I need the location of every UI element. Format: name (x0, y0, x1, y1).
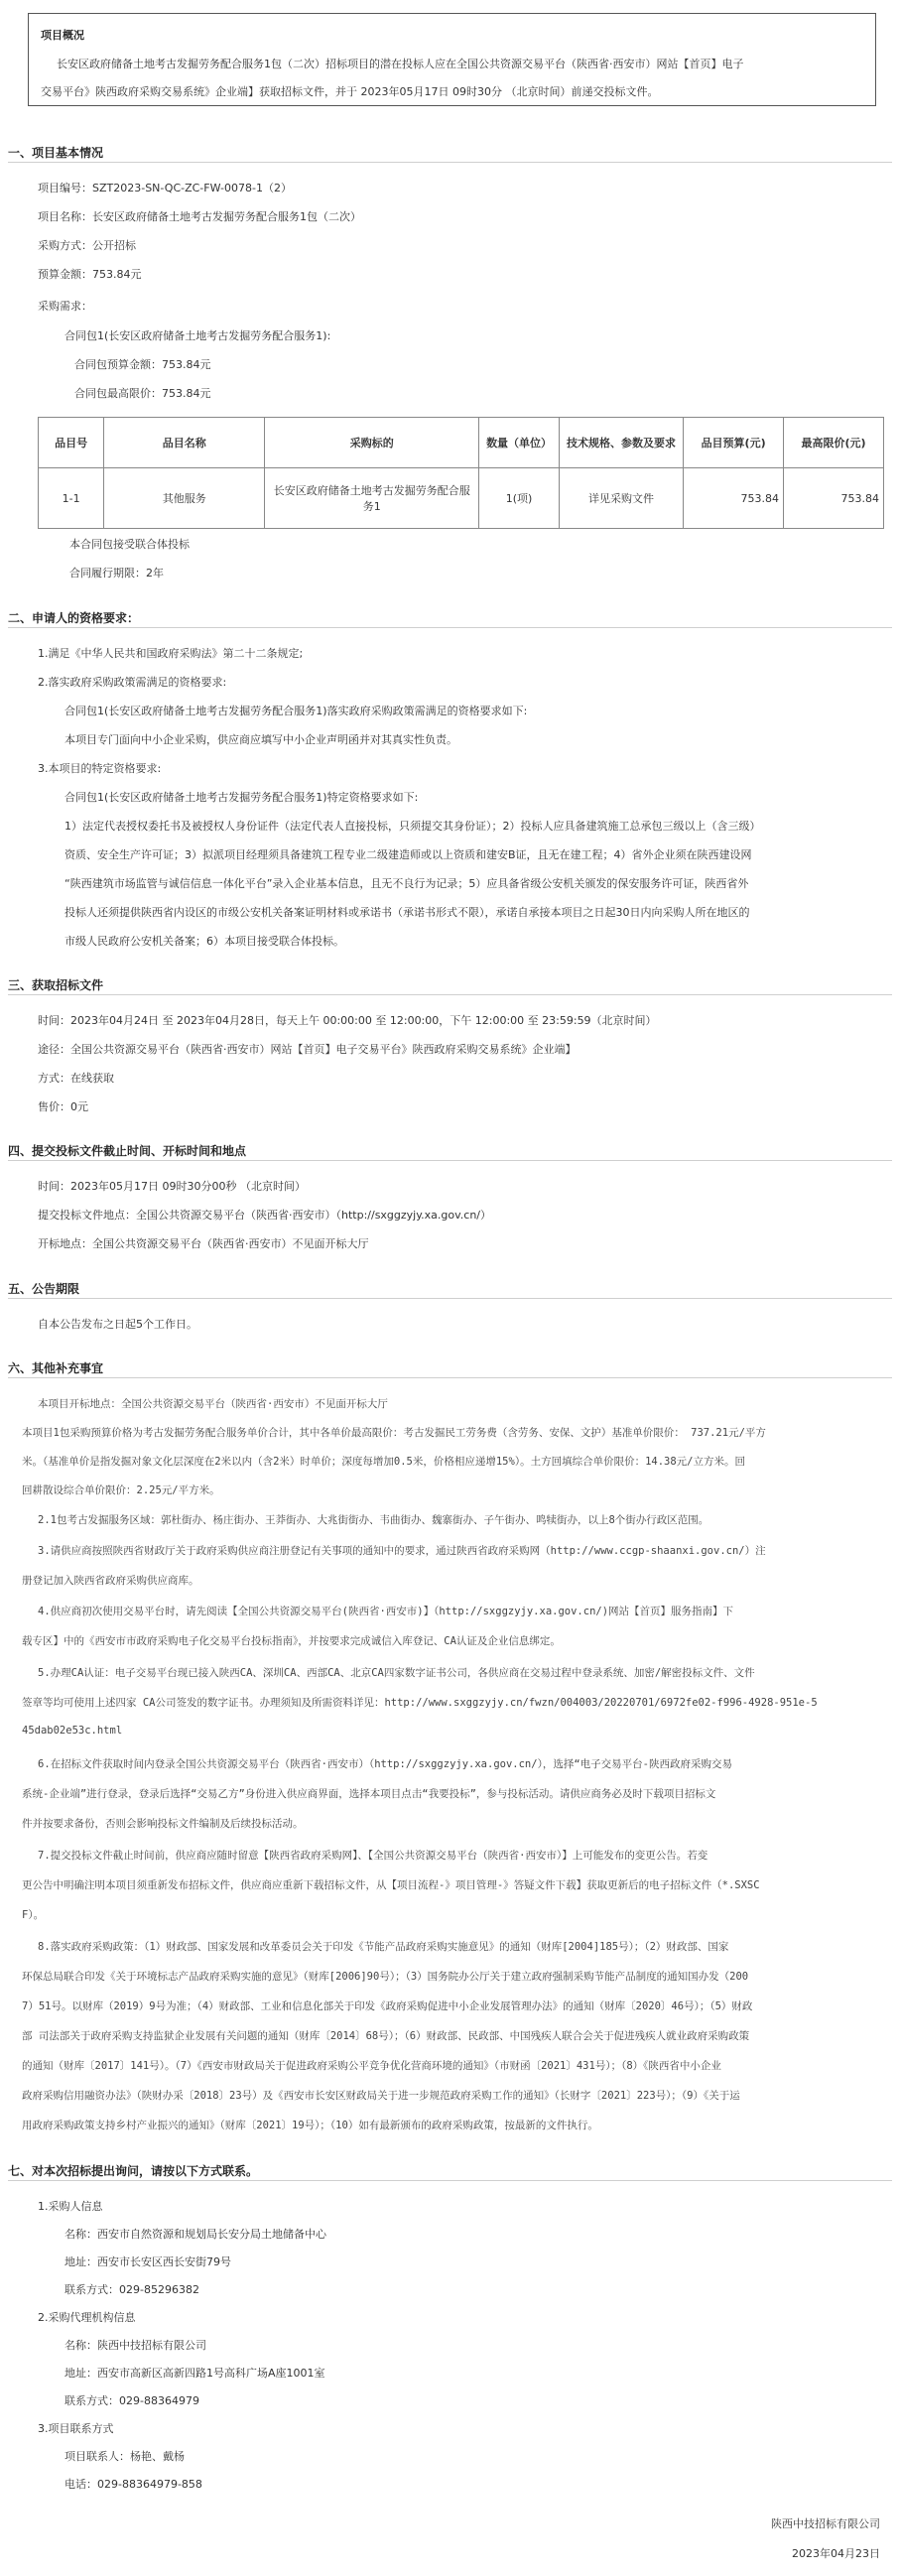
overview-text-1: 长安区政府储备土地考古发掘劳务配合服务1包（二次）招标项目的潜在投标人应在全国公共资源交易平台（陕西省·西安市）网站【首页】电子 (57, 58, 744, 70)
supplement-line: 6.在招标文件获取时间内登录全国公共资源交易平台（陕西省·西安市）（http://sxggzyjy.xa.gov.cn/），选择“电子交易平台-陕西政府采购交易 (38, 1758, 732, 1770)
qualification-line: 合同包1(长安区政府储备土地考古发掘劳务配合服务1)特定资格要求如下: (64, 791, 419, 804)
supplement-line: 环保总局联合印发《关于环境标志产品政府采购实施的意见》（财库[2006]90号）；（3）国务院办公厅关于建立政府强制采购节能产品制度的通知国办发（200 (22, 1971, 749, 1983)
qualification-line: 1）法定代表授权委托书及被授权人身份证件（法定代表人直接投标，只须提交其身份证）；2）投标人应具备建筑施工总承包三级以上（含三级） (64, 820, 761, 833)
divider (8, 2180, 892, 2181)
section-2-title: 二、申请人的资格要求： (8, 611, 140, 625)
supplement-line: 册登记加入陕西省政府采购供应商库。 (22, 1575, 199, 1587)
supplement-line: 系统-企业端”进行登录，登录后选择“交易乙方”身份进入供应商界面，选择本项目点击“我要投标”，参与投标活动。请供应商务必及时下载项目招标文 (22, 1788, 716, 1800)
qualification-line: 1.满足《中华人民共和国政府采购法》第二十二条规定; (38, 647, 304, 660)
contact-line: 联系方式：029-88364979 (64, 2394, 199, 2407)
qualification-line: 2.落实政府采购政策需满足的资格要求: (38, 676, 227, 689)
table-cell: 1(项) (479, 468, 560, 529)
project-code: 项目编号：SZT2023-SN-QC-ZC-FW-0078-1（2） (38, 182, 292, 194)
table-cell: 长安区政府储备土地考古发掘劳务配合服务1 (265, 468, 479, 529)
supplement-line: 45dab02e53c.html (22, 1725, 123, 1737)
supplement-line: 更公告中明确注明本项目须重新发布招标文件，供应商应重新下载招标文件，从【项目流程-》项目管理-》答疑文件下载】获取更新后的电子招标文件（*.SXSC (22, 1879, 760, 1891)
qualification-line: 本项目专门面向中小企业采购，供应商应填写中小企业声明函并对其真实性负责。 (64, 733, 457, 746)
package-budget: 合同包预算金额：753.84元 (74, 358, 211, 371)
section-5-title: 五、公告期限 (8, 1282, 80, 1296)
supplement-line: 7.提交投标文件截止时间前，供应商应随时留意【陕西省政府采购网】、【全国公共资源交易平台（陕西省·西安市）】上可能发布的变更公告。若变 (38, 1850, 708, 1862)
table-header: 采购标的 (265, 418, 479, 468)
supplement-line: 7）51号。以财库（2019）9号为准；（4）财政部、工业和信息化部关于印发《政府采购促进中小企业发展管理办法》的通知（财库〔2020〕46号）；（5）财政 (22, 2000, 753, 2012)
table-header: 数量（单位） (479, 418, 560, 468)
table-cell: 1-1 (39, 468, 104, 529)
acquire-way: 途径：全国公共资源交易平台（陕西省·西安市）网站【首页】电子交易平台》陕西政府采购交易系统》企业端】 (38, 1043, 577, 1056)
contact-heading: 1.采购人信息 (38, 2200, 103, 2213)
contact-line: 地址：西安市长安区西长安街79号 (64, 2255, 231, 2268)
supplement-line: 2.1包考古发掘服务区域：郭杜街办、杨庄街办、王莽街办、大兆街街办、韦曲街办、魏寨街办、子午街办、鸣犊街办，以上8个街办行政区范围。 (38, 1514, 709, 1526)
qualification-line: 3.本项目的特定资格要求: (38, 762, 162, 775)
section-7-title: 七、对本次招标提出询问，请按以下方式联系。 (8, 2164, 259, 2178)
contact-line: 地址：西安市高新区高新四路1号高科广场A座1001室 (64, 2367, 325, 2380)
supplement-line: 本项目开标地点：全国公共资源交易平台（陕西省·西安市）不见面开标大厅 (38, 1398, 388, 1410)
divider (8, 1160, 892, 1161)
divider (8, 1377, 892, 1378)
table-header: 品目号 (39, 418, 104, 468)
notice-period: 自本公告发布之日起5个工作日。 (38, 1318, 197, 1331)
qualification-line: 投标人还须提供陕西省内设区的市级公安机关备案证明材料或承诺书（承诺书形式不限），承诺自承接本项目之日起30日内向采购人所在地区的 (64, 906, 750, 919)
table-header: 品目名称 (104, 418, 265, 468)
table-header: 技术规格、参数及要求 (559, 418, 683, 468)
procurement-demand: 采购需求： (38, 300, 92, 313)
budget-amount: 预算金额：753.84元 (38, 268, 142, 281)
table-cell: 详见采购文件 (559, 468, 683, 529)
divider (8, 1298, 892, 1299)
section-6-title: 六、其他补充事宜 (8, 1361, 104, 1375)
deadline-time: 时间：2023年05月17日 09时30分00秒 （北京时间） (38, 1180, 306, 1193)
supplement-line: 用政府采购政策支持乡村产业振兴的通知》（财库〔2021〕19号）；（10）如有最新颁布的政府采购政策，按最新的文件执行。 (22, 2120, 598, 2131)
opening-location: 开标地点：全国公共资源交易平台（陕西省·西安市）不见面开标大厅 (38, 1237, 369, 1250)
consortium-note: 本合同包接受联合体投标 (69, 538, 190, 551)
divider (8, 162, 892, 163)
supplement-line: 本项目1包采购预算价格为考古发掘劳务配合服务单价合计，其中各单价最高限价：考古发掘民工劳务费（含劳务、安保、文护）基准单价限价： 737.21元/平方 (22, 1427, 766, 1439)
contact-heading: 3.项目联系方式 (38, 2422, 114, 2435)
supplement-line: 签章等均可使用上述四家 CA公司签发的数字证书。办理须知及所需资料详见：http://www.sxggzyjy.cn/fwzn/004003/20220701/6972fe02-f996-4928-951e-5 (22, 1697, 818, 1709)
footer-org: 陕西中技招标有限公司 (771, 2517, 880, 2530)
overview-box (28, 13, 876, 106)
supplement-line: 件并按要求备份，否则会影响投标文件编制及后续投标活动。 (22, 1818, 304, 1830)
table-cell: 753.84 (684, 468, 784, 529)
contact-line: 名称：西安市自然资源和规划局长安分局土地储备中心 (64, 2228, 326, 2241)
footer-date: 2023年04月23日 (792, 2547, 880, 2560)
supplement-line: 回耕散设综合单价限价：2.25元/平方米。 (22, 1484, 220, 1496)
supplement-line: 3.请供应商按照陕西省财政厅关于政府采购供应商注册登记有关事项的通知中的要求，通过陕西省政府采购网（http://www.ccgp-shaanxi.gov.cn/）注 (38, 1545, 766, 1557)
supplement-line: 米。（基准单价是指发掘对象文化层深度在2米以内（含2米）时单价；深度每增加0.5米，价格相应递增15%）。土方回填综合单价限价：14.38元/立方米。回 (22, 1456, 745, 1468)
contact-line: 电话：029-88364979-858 (64, 2478, 202, 2491)
contact-heading: 2.采购代理机构信息 (38, 2311, 136, 2324)
supplement-line: 的通知（财库〔2017〕141号）。（7）《西安市财政局关于促进政府采购公平竞争优化营商环境的通知》（市财函〔2021〕431号）；（8）《陕西省中小企业 (22, 2060, 721, 2072)
contract-period: 合同履行期限：2年 (69, 567, 164, 580)
submit-location: 提交投标文件地点：全国公共资源交易平台（陕西省·西安市）（http://sxggzyjy.xa.gov.cn/） (38, 1209, 492, 1222)
supplement-line: 8.落实政府采购政策：（1）财政部、国家发展和改革委员会关于印发《节能产品政府采购实施意见》的通知（财库[2004]185号）；（2）财政部、国家 (38, 1941, 729, 1953)
divider (8, 994, 892, 995)
supplement-line: F）。 (22, 1909, 45, 1921)
supplement-line: 5.办理CA认证：电子交易平台现已接入陕西CA、深圳CA、西部CA、北京CA四家数字证书公司，各供应商在交易过程中登录系统、加密/解密投标文件、文件 (38, 1667, 755, 1679)
supplement-line: 载专区】中的《西安市市政府采购电子化交易平台投标指南》，并按要求完成诚信入库登记、CA认证及企业信息绑定。 (22, 1635, 561, 1647)
package-max-price: 合同包最高限价：753.84元 (74, 387, 211, 400)
table-header: 品目预算(元) (684, 418, 784, 468)
section-1-title: 一、项目基本情况 (8, 146, 104, 160)
table-header-row (39, 418, 884, 468)
procurement-table (38, 417, 884, 529)
contact-line: 项目联系人：杨艳、戴杨 (64, 2450, 185, 2463)
acquire-price: 售价：0元 (38, 1100, 88, 1113)
overview-title: 项目概况 (41, 29, 84, 42)
supplement-line: 4.供应商初次使用交易平台时，请先阅读【全国公共资源交易平台(陕西省·西安市)】（http://sxggzyjy.xa.gov.cn/)网站【首页】服务指南】下 (38, 1606, 734, 1617)
project-name: 项目名称：长安区政府储备土地考古发掘劳务配合服务1包（二次） (38, 210, 361, 223)
overview-text-2: 交易平台》陕西政府采购交易系统》企业端】获取招标文件，并于 2023年05月17日 09时30分 （北京时间）前递交投标文件。 (41, 85, 659, 98)
section-3-title: 三、获取招标文件 (8, 978, 104, 992)
contact-line: 名称：陕西中技招标有限公司 (64, 2339, 206, 2352)
divider (8, 627, 892, 628)
qualification-line: 合同包1(长安区政府储备土地考古发掘劳务配合服务1)落实政府采购政策需满足的资格要求如下: (64, 705, 528, 717)
table-row (39, 468, 884, 529)
package-title: 合同包1(长安区政府储备土地考古发掘劳务配合服务1): (64, 329, 331, 342)
acquire-mode: 方式：在线获取 (38, 1072, 114, 1085)
table-cell: 753.84 (784, 468, 884, 529)
table-cell: 其他服务 (104, 468, 265, 529)
qualification-line: 市级人民政府公安机关备案；6）本项目接受联合体投标。 (64, 935, 344, 948)
qualification-line: 资质、安全生产许可证；3）拟派项目经理须具备建筑工程专业二级建造师或以上资质和建安B证，且无在建工程；4）省外企业须在陕西建设网 (64, 848, 752, 861)
acquire-time: 时间：2023年04月24日 至 2023年04月28日，每天上午 00:00:00 至 12:00:00，下午 12:00:00 至 23:59:59（北京时间） (38, 1014, 657, 1027)
procurement-method: 采购方式：公开招标 (38, 239, 136, 252)
supplement-line: 部 司法部关于政府采购支持监狱企业发展有关问题的通知（财库〔2014〕68号）；（6）财政部、民政部、中国残疾人联合会关于促进残疾人就业政府采购政策 (22, 2030, 750, 2042)
qualification-line: “陕西建筑市场监管与诚信信息一体化平台”录入企业基本信息，且无不良行为记录；5）应具备省级公安机关颁发的保安服务许可证，陕西省外 (64, 877, 749, 890)
table-header: 最高限价(元) (784, 418, 884, 468)
supplement-line: 政府采购信用融资办法》（陕财办采〔2018〕23号）及《西安市长安区财政局关于进一步规范政府采购工作的通知》（长财字〔2021〕223号）；（9）《关于运 (22, 2090, 740, 2102)
section-4-title: 四、提交投标文件截止时间、开标时间和地点 (8, 1144, 247, 1158)
contact-line: 联系方式：029-85296382 (64, 2283, 199, 2296)
